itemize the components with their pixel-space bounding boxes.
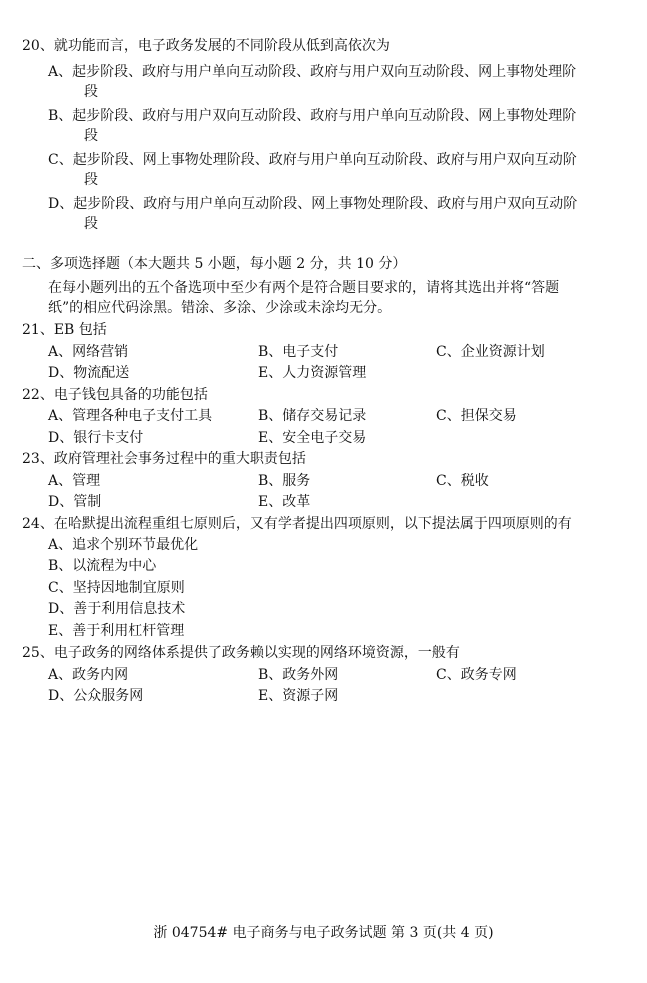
q24-stem: 24、在哈默提出流程重组七原则后，又有学者提出四项原则，以下提法属于四项原则的有 (22, 516, 572, 532)
q22-option-b: B、储存交易记录 (258, 408, 367, 424)
section-instructions-line1: 在每小题列出的五个备选项中至少有两个是符合题目要求的，请将其选出并将“答题 (48, 280, 560, 296)
q25-option-a: A、政务内网 (48, 667, 129, 683)
q23-stem: 23、政府管理社会事务过程中的重大职责包括 (22, 451, 306, 467)
q20-option-d: D、起步阶段、政府与用户单向互动阶段、网上事物处理阶段、政府与用户双向互动阶 (48, 196, 578, 212)
q21-option-a: A、网络营销 (48, 344, 129, 360)
q24-option-a: A、追求个别环节最优化 (48, 537, 199, 553)
q23-option-e: E、改革 (258, 494, 311, 510)
q25-option-b: B、政务外网 (258, 667, 339, 683)
q20-option-b: B、起步阶段、政府与用户双向互动阶段、政府与用户单向互动阶段、网上事物处理阶 (48, 108, 577, 124)
q24-option-c: C、坚持因地制宜原则 (48, 580, 185, 596)
q21-option-d: D、物流配送 (48, 365, 130, 381)
q20-option-c: C、起步阶段、网上事物处理阶段、政府与用户单向互动阶段、政府与用户双向互动阶 (48, 152, 577, 168)
q25-option-d: D、公众服务网 (48, 688, 144, 704)
q23-option-b: B、服务 (258, 473, 311, 489)
q23-option-a: A、管理 (48, 473, 101, 489)
q21-option-c: C、企业资源计划 (436, 344, 545, 360)
q20-stem: 20、就功能而言，电子政务发展的不同阶段从低到高依次为 (22, 38, 390, 54)
q23-option-d: D、管制 (48, 494, 102, 510)
q22-option-a: A、管理各种电子支付工具 (48, 408, 213, 424)
q20-option-c-cont: 段 (84, 172, 98, 188)
section-instructions-line2: 纸”的相应代码涂黑。错涂、多涂、少涂或未涂均无分。 (48, 300, 392, 316)
q22-option-d: D、银行卡支付 (48, 430, 144, 446)
q21-option-b: B、电子支付 (258, 344, 339, 360)
q20-option-d-cont: 段 (84, 216, 98, 232)
page-footer: 浙 04754# 电子商务与电子政务试题 第 3 页(共 4 页) (153, 925, 494, 941)
section-heading: 二、多项选择题（本大题共 5 小题，每小题 2 分，共 10 分） (22, 256, 407, 272)
q22-option-c: C、担保交易 (436, 408, 517, 424)
q24-option-e: E、善于利用杠杆管理 (48, 623, 185, 639)
q21-stem: 21、EB 包括 (22, 322, 107, 338)
q24-option-b: B、以流程为中心 (48, 558, 157, 574)
q20-option-b-cont: 段 (84, 128, 98, 144)
q24-option-d: D、善于利用信息技术 (48, 601, 186, 617)
q20-option-a-cont: 段 (84, 84, 98, 100)
q21-option-e: E、人力资源管理 (258, 365, 367, 381)
q23-option-c: C、税收 (436, 473, 489, 489)
q22-stem: 22、电子钱包具备的功能包括 (22, 387, 208, 403)
q25-stem: 25、电子政务的网络体系提供了政务赖以实现的网络环境资源，一般有 (22, 645, 460, 661)
q25-option-e: E、资源子网 (258, 688, 339, 704)
q22-option-e: E、安全电子交易 (258, 430, 367, 446)
q25-option-c: C、政务专网 (436, 667, 517, 683)
q20-option-a: A、起步阶段、政府与用户单向互动阶段、政府与用户双向互动阶段、网上事物处理阶 (48, 64, 577, 80)
